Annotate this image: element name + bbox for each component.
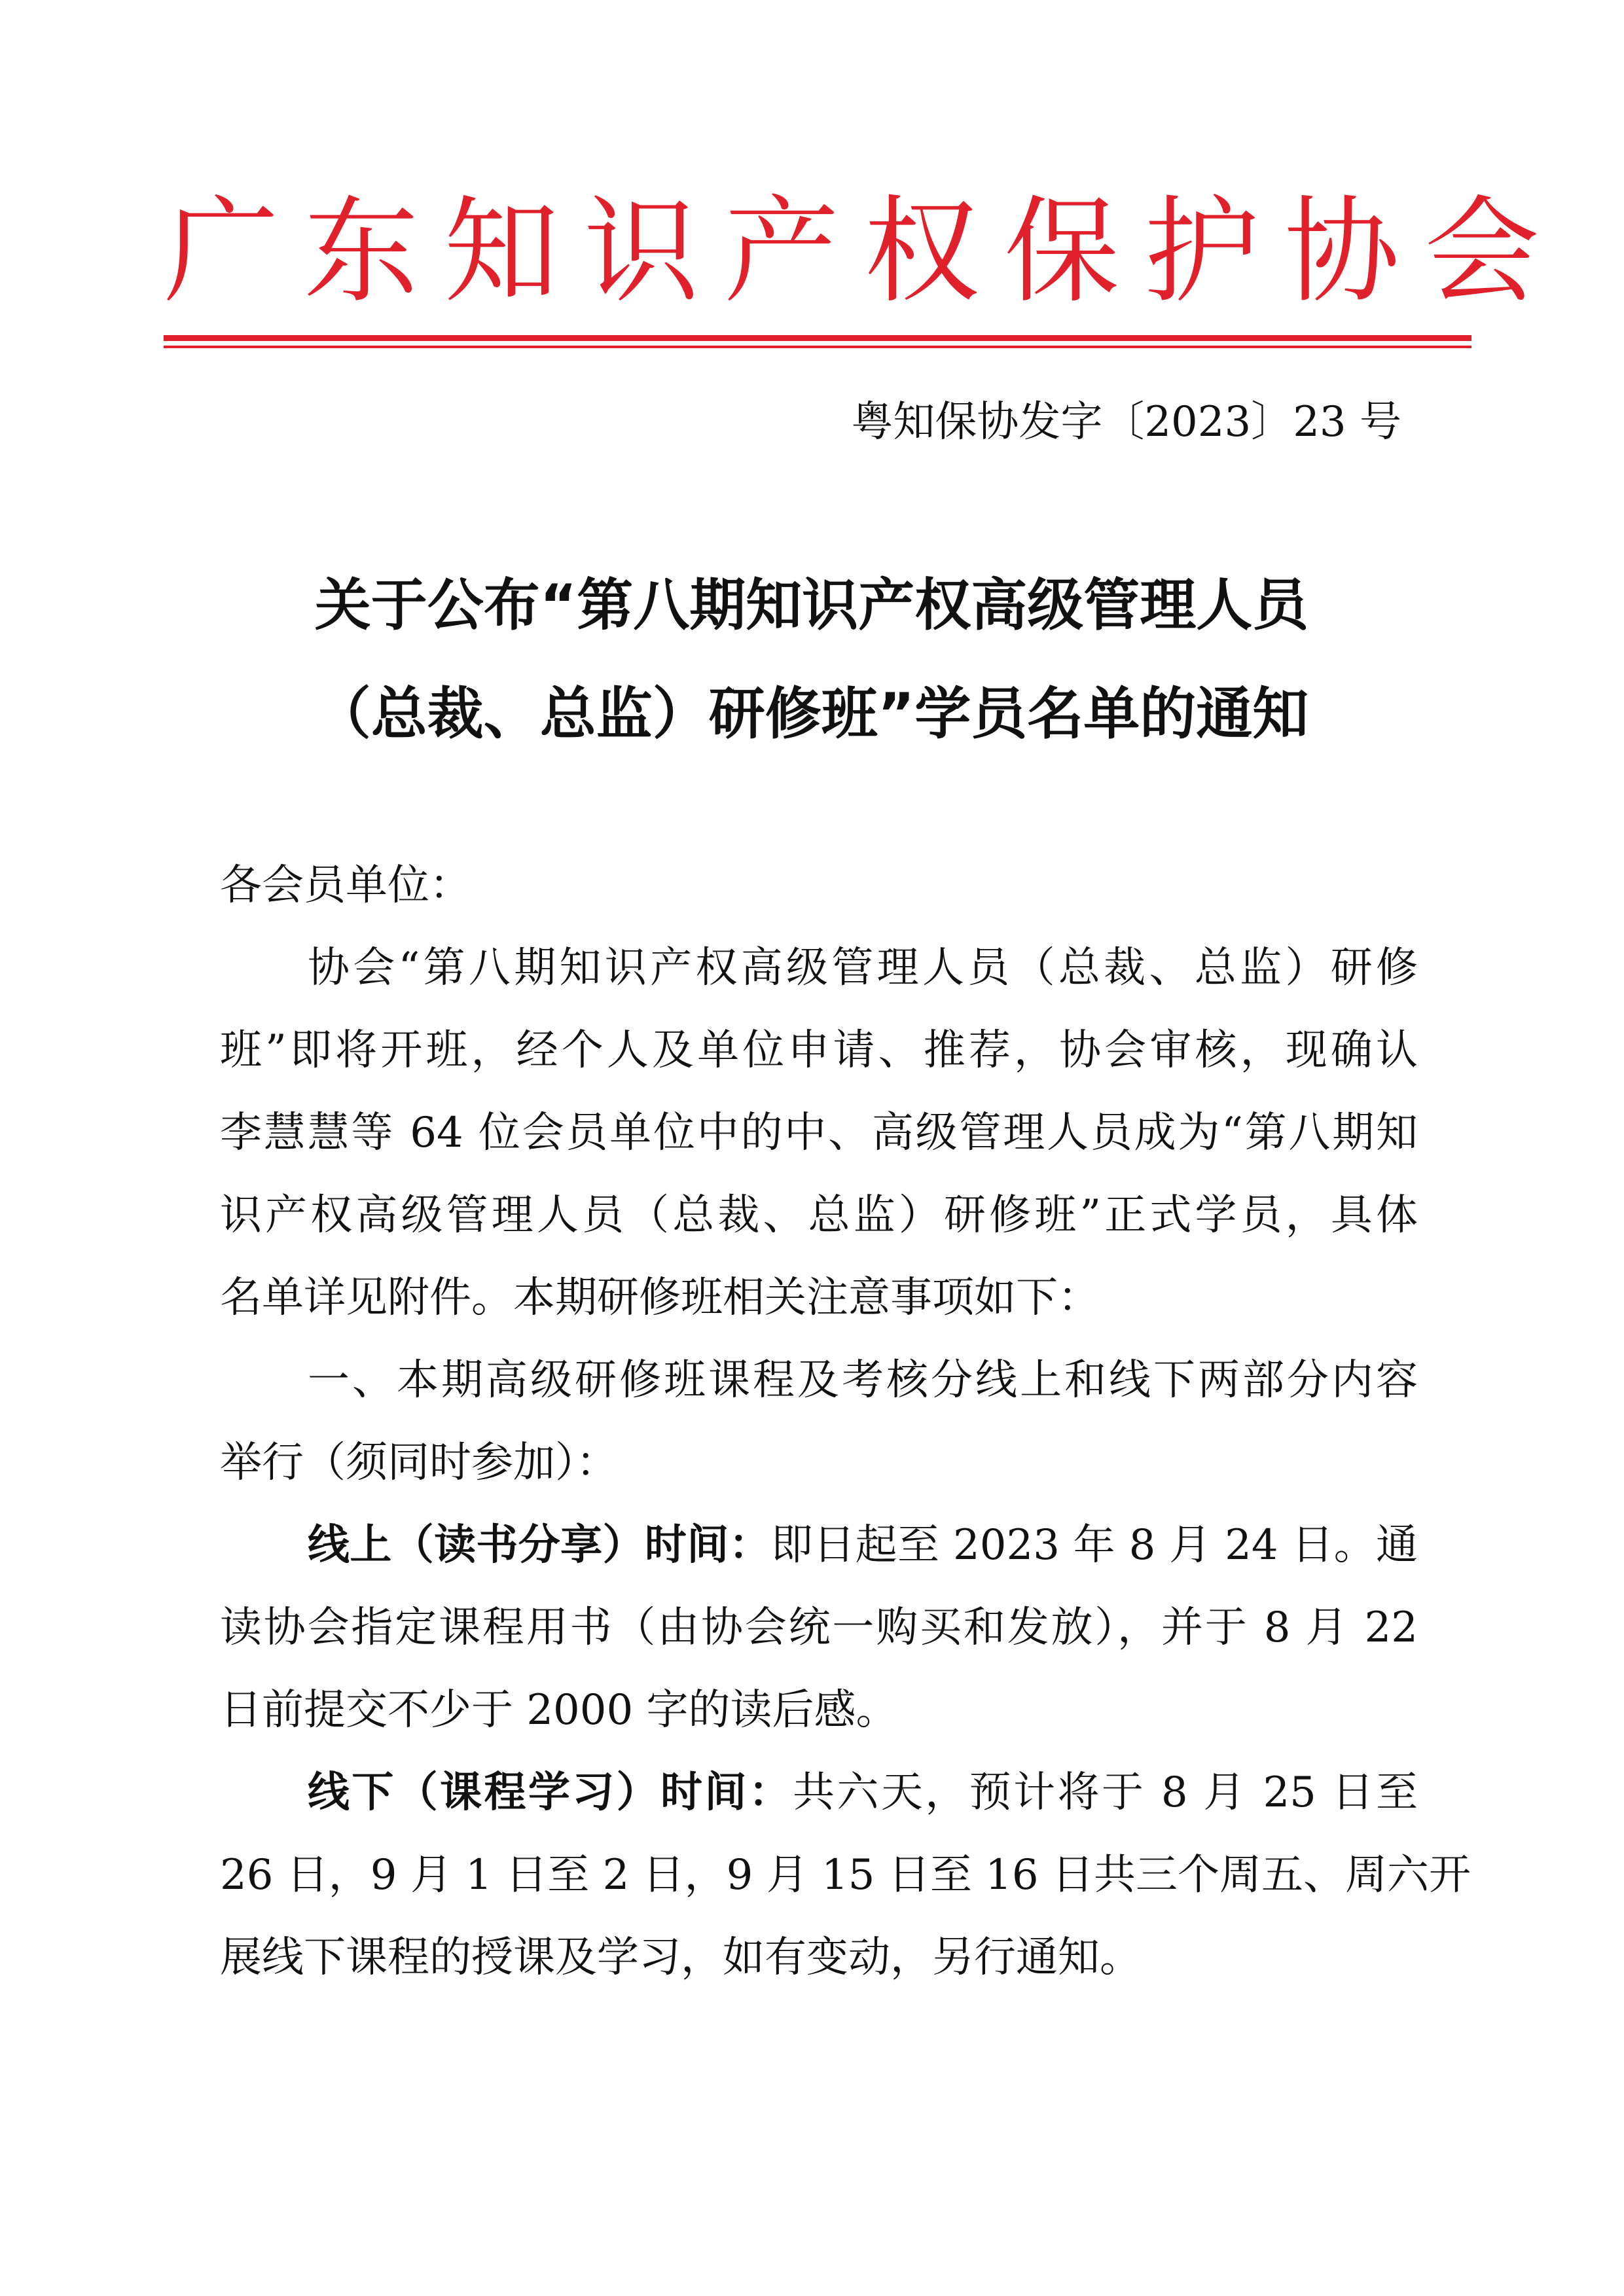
salutation: 各会员单位： bbox=[220, 861, 471, 910]
online-section-line: 日前提交不少于 2000 字的读后感。 bbox=[220, 1686, 898, 1734]
online-section-line: 读协会指定课程用书（由协会统一购买和发放），并于 8 月 22 bbox=[220, 1604, 1418, 1652]
paragraph-1-line: 识产权高级管理人员（总裁、总监）研修班”正式学员，具体 bbox=[220, 1191, 1418, 1240]
paragraph-1-line: 班”即将开班，经个人及单位申请、推荐，协会审核，现确认 bbox=[220, 1026, 1418, 1075]
letterhead-org-name: 广东知识产权保护协会 bbox=[164, 185, 1565, 319]
letterhead-divider-thin bbox=[164, 346, 1471, 348]
offline-section-line: 26 日，9 月 1 日至 2 日，9 月 15 日至 16 日共三个周五、周六开 bbox=[220, 1851, 1471, 1899]
offline-section-line bbox=[308, 1763, 1418, 1822]
document-title-line-1: 关于公布“第八期知识产权高级管理人员 bbox=[314, 573, 1309, 638]
paragraph-1-line: 李慧慧等 64 位会员单位中的中、高级管理人员成为“第八期知 bbox=[220, 1109, 1418, 1157]
online-section-line bbox=[308, 1516, 1418, 1575]
paragraph-1-line: 协会“第八期知识产权高级管理人员（总裁、总监）研修 bbox=[308, 944, 1418, 992]
document-number: 粤知保协发字〔2023〕23 号 bbox=[851, 398, 1401, 446]
paragraph-2-line: 举行（须同时参加）： bbox=[220, 1439, 618, 1487]
letterhead-divider-thick bbox=[164, 335, 1471, 341]
document-title-line-2: （总裁、总监）研修班”学员名单的通知 bbox=[314, 681, 1309, 747]
paragraph-2-line: 一、本期高级研修班课程及考核分线上和线下两部分内容 bbox=[308, 1356, 1418, 1405]
offline-section-label: 线下（课程学习）时间： bbox=[308, 1768, 793, 1817]
offline-section-line: 展线下课程的授课及学习，如有变动，另行通知。 bbox=[220, 1933, 1142, 1982]
paragraph-1-line: 名单详见附件。本期研修班相关注意事项如下： bbox=[220, 1274, 1100, 1322]
offline-section-text: 共六天，预计将于 8 月 25 日至 bbox=[793, 1768, 1418, 1817]
online-section-label: 线上（读书分享）时间： bbox=[308, 1521, 771, 1570]
online-section-text: 即日起至 2023 年 8 月 24 日。通 bbox=[770, 1521, 1418, 1570]
